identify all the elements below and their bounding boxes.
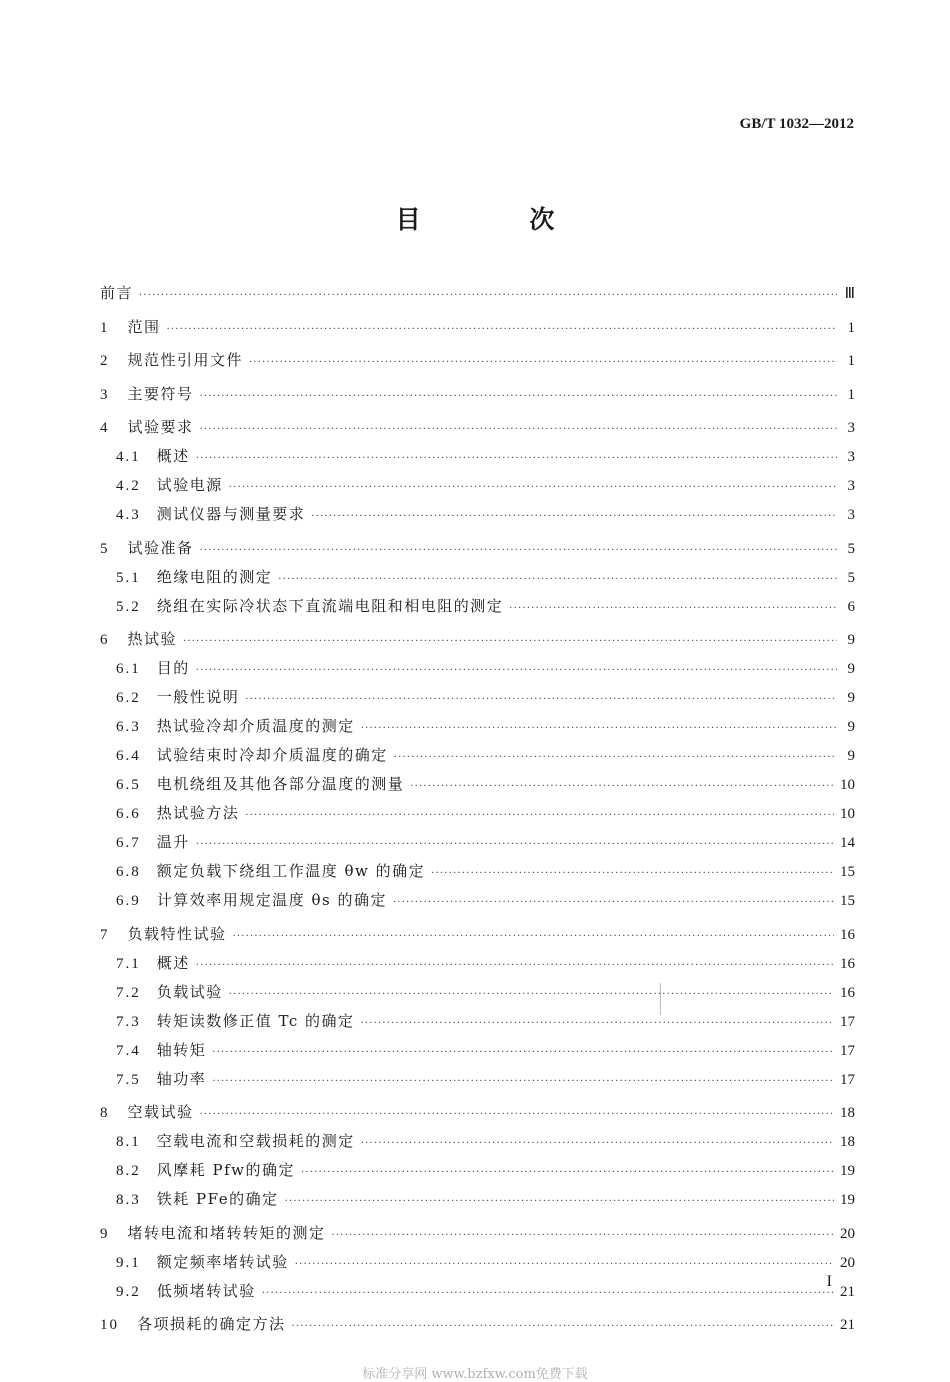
toc-dot-leader [394, 748, 837, 768]
toc-entry-number: 6.3 [116, 719, 141, 735]
toc-entry-number: 9.2 [116, 1283, 141, 1300]
toc-entry-label: 负载试验 [156, 982, 223, 1001]
toc-entry[interactable] [100, 317, 855, 340]
toc-entry[interactable] [100, 1314, 855, 1337]
toc-entry[interactable] [100, 596, 855, 619]
toc-entry-page: 1 [847, 353, 855, 369]
toc-entry-label: 前言 [100, 284, 134, 302]
toc-entry-number: 7.3 [116, 1013, 141, 1030]
toc-dot-leader [431, 864, 834, 884]
toc-dot-leader [212, 1043, 834, 1063]
toc-entry[interactable] [100, 1131, 855, 1154]
toc-entry-page: 3 [847, 420, 855, 436]
toc-entry[interactable] [100, 504, 855, 527]
toc-dot-leader [278, 570, 837, 590]
page-number: I [826, 1273, 832, 1290]
toc-entry-page: Ⅲ [844, 286, 855, 302]
toc-entry-label: 绝缘电阻的测定 [156, 567, 273, 586]
toc-entry-page: 3 [847, 449, 855, 465]
toc-entry-number: 6.7 [116, 835, 141, 851]
toc-dot-leader [285, 1192, 834, 1212]
toc-dot-leader [229, 478, 837, 498]
toc-dot-leader [393, 893, 834, 913]
toc-entry-page: 14 [840, 835, 855, 851]
toc-dot-leader [196, 835, 834, 855]
toc-entry-number: 5 [100, 540, 110, 557]
toc-entry-number: 5.2 [116, 598, 141, 615]
toc-entry-page: 19 [840, 1192, 855, 1208]
toc-entry-label: 额定频率堵转试验 [156, 1252, 289, 1271]
toc-entry-page: 9 [847, 719, 855, 735]
toc-entry[interactable] [100, 745, 855, 768]
toc-entry-number: 6.4 [116, 748, 141, 764]
toc-entry-page: 17 [840, 1013, 855, 1030]
toc-entry[interactable] [100, 716, 855, 739]
toc-entry[interactable] [100, 982, 855, 1005]
toc-entry-page: 21 [840, 1317, 855, 1333]
toc-entry-page: 18 [840, 1134, 855, 1150]
toc-entry-label: 计算效率用规定温度 θs 的确定 [156, 891, 388, 909]
toc-entry[interactable] [100, 1069, 855, 1092]
toc-entry-number: 3 [100, 386, 110, 403]
toc-entry[interactable] [100, 861, 855, 884]
toc-dot-leader [196, 956, 834, 976]
toc-entry-number: 9 [100, 1225, 110, 1242]
toc-dot-leader [233, 927, 834, 947]
toc-entry-number: 4.2 [116, 478, 141, 494]
toc-entry[interactable] [100, 1223, 855, 1246]
toc-entry-number: 6.9 [116, 893, 141, 909]
toc-entry-number: 1 [100, 319, 110, 336]
toc-entry-label: 转矩读数修正值 Tc 的确定 [156, 1011, 355, 1030]
toc-entry-page: 16 [840, 955, 855, 972]
toc-entry[interactable] [100, 283, 855, 306]
toc-entry-number: 9.1 [116, 1254, 141, 1271]
toc-entry-page: 10 [840, 806, 855, 822]
toc-dot-leader [229, 985, 834, 1005]
toc-entry-label: 范围 [127, 317, 161, 336]
toc-entry-page: 3 [847, 478, 855, 494]
toc-entry[interactable] [100, 953, 855, 976]
toc-entry[interactable] [100, 1011, 855, 1034]
toc-entry-page: 9 [847, 661, 855, 677]
toc-entry-label: 目的 [156, 659, 190, 677]
toc-entry-label: 测试仪器与测量要求 [156, 505, 306, 523]
toc-entry-page: 3 [847, 507, 855, 523]
toc-entry[interactable] [100, 1102, 855, 1125]
toc-entry[interactable] [100, 538, 855, 561]
toc-entry-page: 9 [847, 748, 855, 764]
toc-dot-leader [245, 806, 834, 826]
toc-entry-page: 15 [840, 864, 855, 880]
toc-entry-number: 6.8 [116, 864, 141, 880]
toc-entry-page: 18 [840, 1105, 855, 1121]
toc-entry-page: 10 [840, 777, 855, 793]
toc-entry[interactable] [100, 475, 855, 498]
toc-entry-label: 试验结束时冷却介质温度的确定 [156, 746, 388, 764]
toc-entry-label: 轴转矩 [156, 1040, 207, 1059]
toc-entry-number: 2 [100, 353, 110, 369]
toc-entry-label: 堵转电流和堵转转矩的测定 [127, 1223, 326, 1242]
toc-entry-label: 空载试验 [127, 1103, 194, 1121]
toc-dot-leader [262, 1284, 834, 1304]
toc-entry-label: 主要符号 [127, 384, 194, 403]
toc-dot-leader [196, 449, 837, 469]
toc-entry-label: 电机绕组及其他各部分温度的测量 [156, 775, 405, 793]
toc-dot-leader [183, 632, 837, 652]
toc-entry-label: 负载特性试验 [127, 924, 227, 943]
toc-entry[interactable] [100, 1252, 855, 1275]
toc-entry[interactable] [100, 1040, 855, 1063]
toc-dot-leader [332, 1226, 834, 1246]
toc-entry-number: 5.1 [116, 569, 141, 586]
toc-entry[interactable] [100, 658, 855, 681]
toc-dot-leader [212, 1072, 834, 1092]
toc-dot-leader [200, 1105, 834, 1125]
toc-entry-label: 低频堵转试验 [156, 1281, 256, 1300]
toc-entry-page: 21 [840, 1283, 855, 1300]
toc-entry-label: 风摩耗 Pfw的确定 [156, 1161, 296, 1179]
toc-entry[interactable] [100, 832, 855, 855]
toc-entry-page: 6 [847, 598, 855, 615]
toc-entry[interactable] [100, 446, 855, 469]
toc-dot-leader [139, 286, 837, 306]
toc-dot-leader [509, 599, 837, 619]
toc-entry-page: 19 [840, 1163, 855, 1179]
toc-entry-number: 7.2 [116, 984, 141, 1001]
toc-entry-page: 5 [847, 569, 855, 586]
toc-dot-leader [200, 420, 837, 440]
toc-dot-leader [245, 690, 837, 710]
toc-entry-page: 16 [840, 984, 855, 1001]
toc-entry-number: 4.3 [116, 507, 141, 523]
toc-dot-leader [200, 541, 837, 561]
toc-entry[interactable] [100, 924, 855, 947]
toc-entry-label: 各项损耗的确定方法 [137, 1315, 286, 1333]
toc-entry-number: 8.1 [116, 1134, 141, 1150]
toc-entry-label: 空载电流和空载损耗的测定 [156, 1132, 355, 1150]
toc-entry[interactable] [100, 1281, 855, 1304]
table-of-contents [100, 283, 855, 1337]
toc-entry-label: 额定负载下绕组工作温度 θw 的确定 [156, 862, 426, 880]
toc-entry-label: 轴功率 [156, 1069, 207, 1088]
toc-dot-leader [200, 387, 837, 407]
toc-entry-number: 7 [100, 926, 110, 943]
toc-entry-number: 6.5 [116, 777, 141, 793]
toc-entry-label: 概述 [156, 447, 190, 465]
toc-entry-number: 8.2 [116, 1163, 141, 1179]
toc-entry-number: 4.1 [116, 449, 141, 465]
toc-entry-label: 概述 [156, 953, 190, 972]
toc-entry-label: 热试验冷却介质温度的测定 [156, 717, 355, 735]
toc-entry-label: 绕组在实际冷状态下直流端电阻和相电阻的测定 [156, 596, 504, 615]
toc-entry-page: 9 [847, 690, 855, 706]
toc-dot-leader [361, 1014, 834, 1034]
toc-entry-label: 试验电源 [156, 476, 223, 494]
toc-dot-leader [301, 1163, 834, 1183]
scan-artifact-line [660, 983, 661, 1015]
toc-entry-number: 7.4 [116, 1042, 141, 1059]
toc-entry-label: 温升 [156, 833, 190, 851]
toc-dot-leader [196, 661, 837, 681]
toc-entry-number: 4 [100, 420, 110, 436]
page-title: 目 次 [395, 205, 605, 234]
toc-entry[interactable] [100, 687, 855, 710]
toc-entry-page: 15 [840, 893, 855, 909]
toc-entry[interactable] [100, 774, 855, 797]
toc-entry-number: 8.3 [116, 1192, 141, 1208]
toc-entry-number: 6.6 [116, 806, 141, 822]
toc-entry-label: 热试验 [127, 630, 178, 648]
toc-dot-leader [292, 1317, 834, 1337]
toc-dot-leader [410, 777, 834, 797]
toc-entry-page: 1 [847, 319, 855, 336]
toc-entry[interactable] [100, 567, 855, 590]
toc-dot-leader [295, 1255, 834, 1275]
toc-entry-page: 9 [847, 632, 855, 648]
toc-entry-page: 1 [847, 386, 855, 403]
toc-dot-leader [361, 1134, 834, 1154]
toc-entry-label: 一般性说明 [156, 688, 240, 706]
toc-dot-leader [167, 320, 837, 340]
toc-entry[interactable] [100, 350, 855, 373]
toc-entry-number: 10 [100, 1317, 119, 1333]
toc-entry-label: 铁耗 PFe的确定 [156, 1190, 279, 1208]
toc-dot-leader [249, 353, 837, 373]
watermark: 标准分享网 www.bzfxw.com免费下载 [362, 1367, 588, 1382]
toc-entry-page: 17 [840, 1071, 855, 1088]
toc-entry[interactable] [100, 890, 855, 913]
toc-entry[interactable] [100, 1189, 855, 1212]
toc-entry[interactable] [100, 629, 855, 652]
toc-entry[interactable] [100, 1160, 855, 1183]
toc-entry-label: 试验准备 [127, 538, 194, 557]
toc-entry-label: 规范性引用文件 [127, 351, 244, 369]
toc-entry-page: 20 [840, 1254, 855, 1271]
toc-entry[interactable] [100, 384, 855, 407]
standard-code: GB/T 1032—2012 [739, 116, 854, 132]
toc-entry-number: 6 [100, 632, 110, 648]
toc-dot-leader [361, 719, 837, 739]
toc-entry-page: 20 [840, 1225, 855, 1242]
toc-entry-page: 5 [847, 540, 855, 557]
toc-entry-page: 17 [840, 1042, 855, 1059]
toc-entry-label: 热试验方法 [156, 804, 240, 822]
toc-entry[interactable] [100, 803, 855, 826]
toc-entry-page: 16 [840, 926, 855, 943]
toc-entry-number: 7.5 [116, 1071, 141, 1088]
toc-entry-number: 8 [100, 1105, 110, 1121]
toc-entry-number: 7.1 [116, 955, 141, 972]
toc-entry-number: 6.1 [116, 661, 141, 677]
toc-dot-leader [311, 507, 837, 527]
toc-entry-number: 6.2 [116, 690, 141, 706]
toc-entry-label: 试验要求 [127, 418, 194, 436]
toc-entry[interactable] [100, 417, 855, 440]
